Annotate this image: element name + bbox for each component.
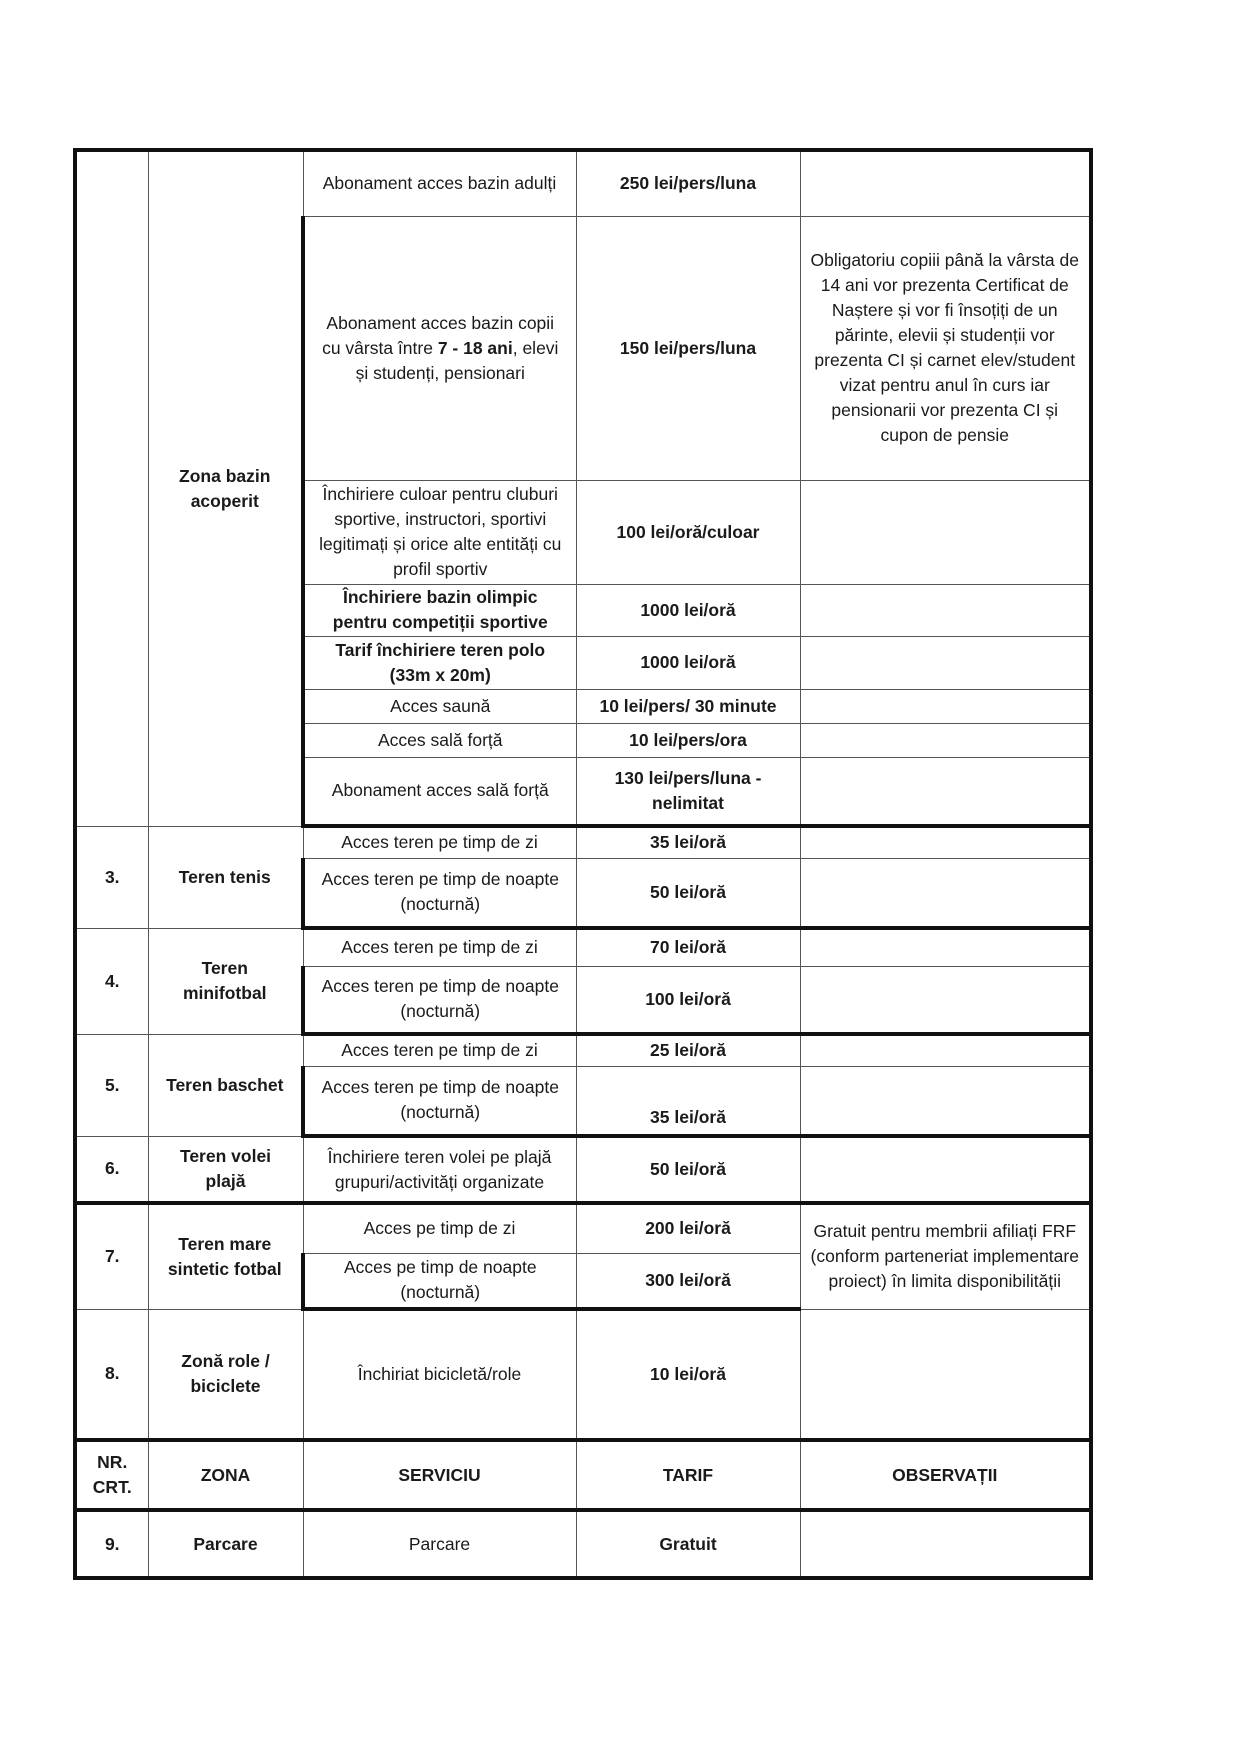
note-cell <box>800 480 1091 584</box>
note-cell <box>800 1510 1091 1578</box>
table-row <box>75 1136 1091 1203</box>
service-cell: Acces saună <box>303 689 576 723</box>
note-cell: Gratuit pentru membrii afiliați FRF (conform parteneriat implementare proiect) în limita disponibilității <box>800 1203 1091 1309</box>
header-note: OBSERVAȚII <box>800 1440 1091 1510</box>
nr-cell <box>75 150 148 826</box>
tariff-cell: 100 lei/oră/culoar <box>576 480 800 584</box>
note-cell <box>800 636 1091 689</box>
note-cell <box>800 1034 1091 1066</box>
tariff-cell: 35 lei/oră <box>576 1066 800 1136</box>
note-cell <box>800 826 1091 858</box>
service-cell: Acces pe timp de zi <box>303 1203 576 1253</box>
service-cell: Abonament acces bazin copii cu vârsta între 7 - 18 ani, elevi și studenți, pensionari <box>303 216 576 480</box>
table-row <box>75 1034 1091 1066</box>
service-cell: Acces teren pe timp de zi <box>303 1034 576 1066</box>
service-cell: Acces teren pe timp de noapte (nocturnă) <box>303 858 576 928</box>
service-cell: Închiriere culoar pentru cluburi sportive, instructori, sportivi legitimați și orice alte entități cu profil sportiv <box>303 480 576 584</box>
tariff-table <box>73 148 1093 1580</box>
tariff-cell: 200 lei/oră <box>576 1203 800 1253</box>
zone-cell: Zona bazin acoperit <box>148 150 303 826</box>
nr-cell: 6. <box>75 1136 148 1203</box>
note-cell: Obligatoriu copiii până la vârsta de 14 ani vor prezenta Certificat de Naștere și vor fi însoțiți de un părinte, elevii și studenții vor prezenta CI și carnet elev/student vizat pentru anul în curs iar pensionarii vor prezenta CI și cupon de pensie <box>800 216 1091 480</box>
tariff-cell: 10 lei/pers/ 30 minute <box>576 689 800 723</box>
table-row <box>75 826 1091 858</box>
tariff-cell: 35 lei/oră <box>576 826 800 858</box>
nr-cell: 7. <box>75 1203 148 1309</box>
tariff-cell: 150 lei/pers/luna <box>576 216 800 480</box>
table-row <box>75 150 1091 216</box>
note-cell <box>800 584 1091 636</box>
service-cell: Abonament acces bazin adulți <box>303 150 576 216</box>
service-cell: Abonament acces sală forță <box>303 757 576 826</box>
zone-cell: Parcare <box>148 1510 303 1578</box>
nr-cell: 8. <box>75 1309 148 1440</box>
note-cell <box>800 689 1091 723</box>
zone-cell: Teren baschet <box>148 1034 303 1136</box>
service-cell: Parcare <box>303 1510 576 1578</box>
tariff-cell: 250 lei/pers/luna <box>576 150 800 216</box>
table-row <box>75 928 1091 966</box>
tariff-cell: 25 lei/oră <box>576 1034 800 1066</box>
header-service: SERVICIU <box>303 1440 576 1510</box>
note-cell <box>800 150 1091 216</box>
service-cell: Tarif închiriere teren polo (33m x 20m) <box>303 636 576 689</box>
tariff-cell: Gratuit <box>576 1510 800 1578</box>
tariff-cell: 10 lei/pers/ora <box>576 723 800 757</box>
note-cell <box>800 858 1091 928</box>
tariff-cell: 10 lei/oră <box>576 1309 800 1440</box>
note-cell <box>800 928 1091 966</box>
zone-cell: Teren tenis <box>148 826 303 928</box>
nr-cell: 4. <box>75 928 148 1034</box>
tariff-cell: 130 lei/pers/luna - nelimitat <box>576 757 800 826</box>
service-cell: Închiriere bazin olimpic pentru competiții sportive <box>303 584 576 636</box>
service-cell: Acces pe timp de noapte (nocturnă) <box>303 1253 576 1309</box>
zone-cell: Teren minifotbal <box>148 928 303 1034</box>
header-zone: ZONA <box>148 1440 303 1510</box>
service-cell: Acces teren pe timp de noapte (nocturnă) <box>303 1066 576 1136</box>
tariff-cell: 50 lei/oră <box>576 1136 800 1203</box>
nr-cell: 9. <box>75 1510 148 1578</box>
zone-cell: Zonă role / biciclete <box>148 1309 303 1440</box>
nr-cell: 5. <box>75 1034 148 1136</box>
header-tariff: TARIF <box>576 1440 800 1510</box>
note-cell <box>800 966 1091 1034</box>
tariff-cell: 1000 lei/oră <box>576 636 800 689</box>
service-cell: Acces sală forță <box>303 723 576 757</box>
table-row <box>75 1510 1091 1578</box>
note-cell <box>800 757 1091 826</box>
service-cell: Acces teren pe timp de noapte (nocturnă) <box>303 966 576 1034</box>
tariff-cell: 1000 lei/oră <box>576 584 800 636</box>
header-nr: NR. CRT. <box>75 1440 148 1510</box>
zone-cell: Teren volei plajă <box>148 1136 303 1203</box>
tariff-cell: 50 lei/oră <box>576 858 800 928</box>
header-row <box>75 1440 1091 1510</box>
tariff-cell: 300 lei/oră <box>576 1253 800 1309</box>
note-cell <box>800 1309 1091 1440</box>
tariff-cell: 100 lei/oră <box>576 966 800 1034</box>
service-cell: Acces teren pe timp de zi <box>303 826 576 858</box>
note-cell <box>800 1136 1091 1203</box>
table-row <box>75 1309 1091 1440</box>
note-cell <box>800 723 1091 757</box>
nr-cell: 3. <box>75 826 148 928</box>
zone-cell: Teren mare sintetic fotbal <box>148 1203 303 1309</box>
table-row <box>75 1203 1091 1253</box>
service-cell: Acces teren pe timp de zi <box>303 928 576 966</box>
service-cell: Închiriat bicicletă/role <box>303 1309 576 1440</box>
service-cell: Închiriere teren volei pe plajă grupuri/activități organizate <box>303 1136 576 1203</box>
note-cell <box>800 1066 1091 1136</box>
tariff-cell: 70 lei/oră <box>576 928 800 966</box>
